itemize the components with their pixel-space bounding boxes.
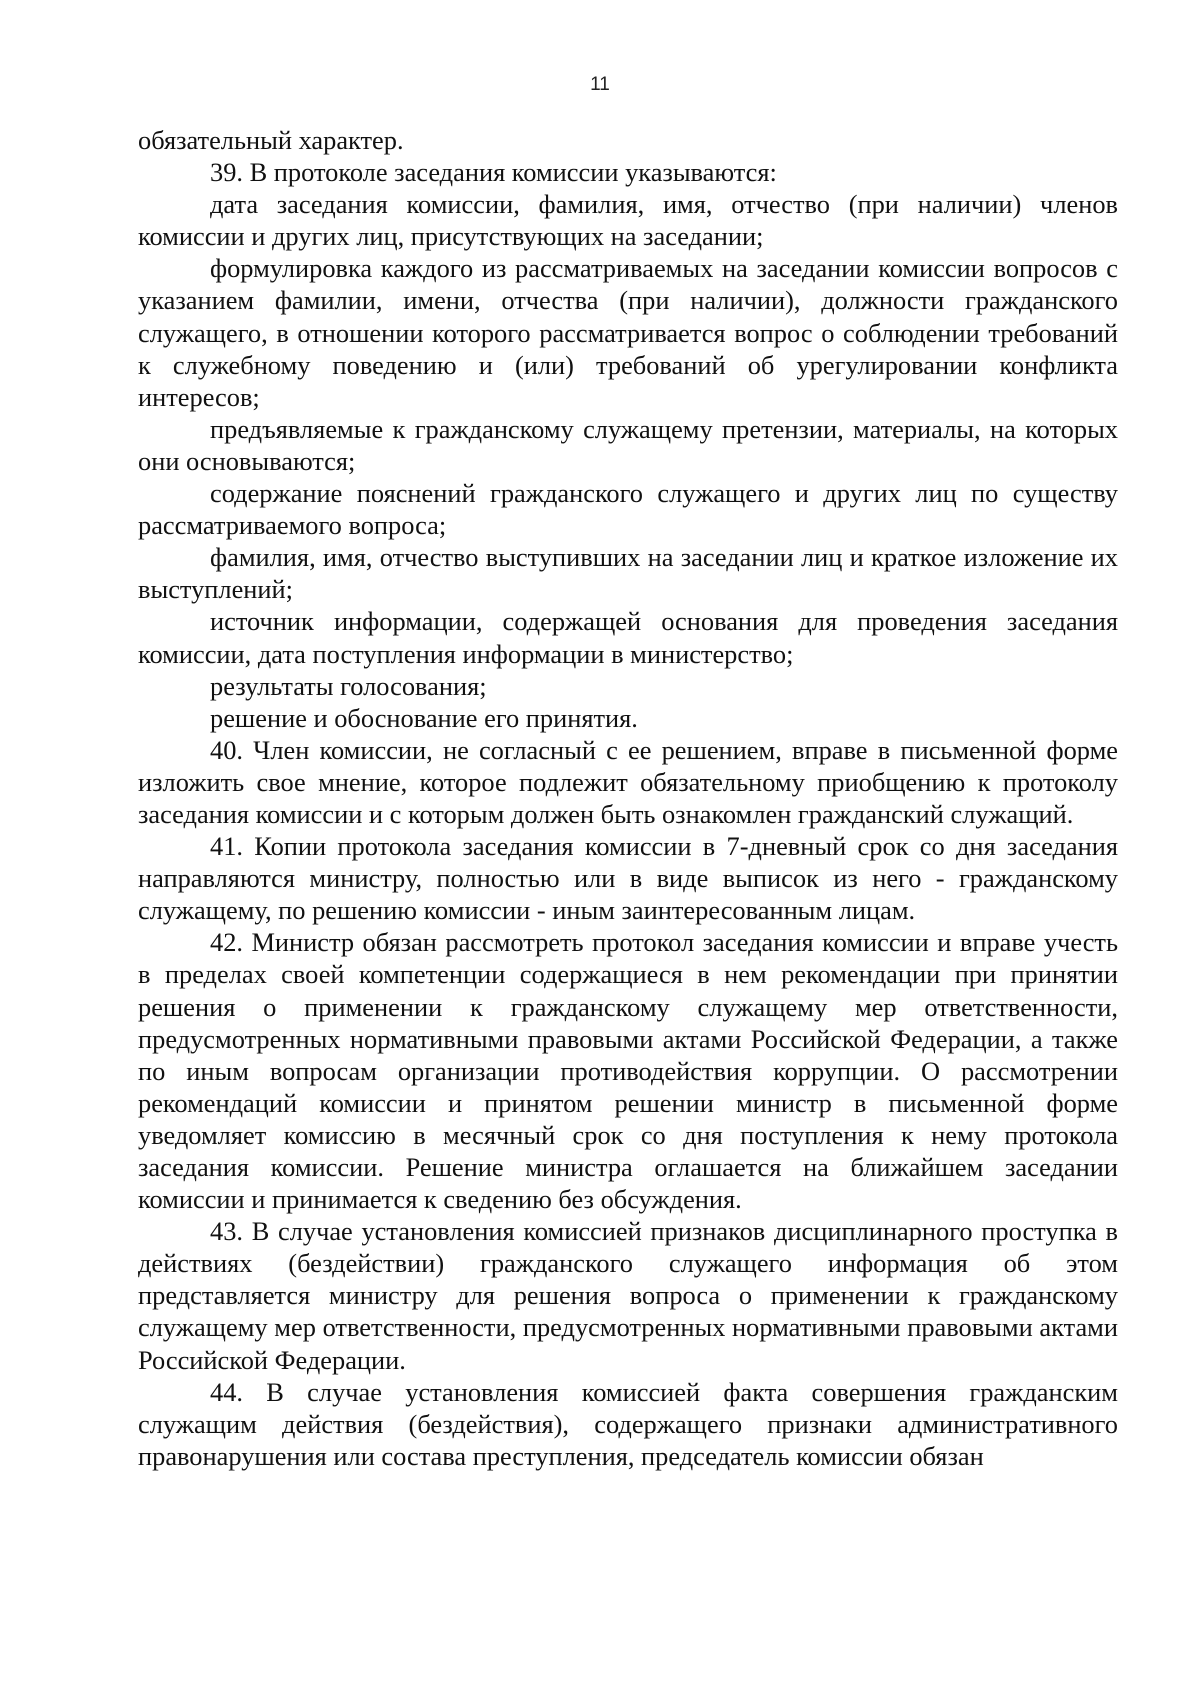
paragraph-claims: предъявляемые к гражданскому служащему претензии, материалы, на которых они основываются; [138, 413, 1118, 476]
paragraph-date-and-members: дата заседания комиссии, фамилия, имя, отчество (при наличии) членов комиссии и других лиц, присутствующих на заседании; [138, 189, 1118, 252]
paragraph-item-39: 39. В протоколе заседания комиссии указываются: [210, 157, 777, 188]
paragraph-continuation: обязательный характер. [138, 125, 404, 155]
paragraph-item-44: 44. В случае установления комиссией факта совершения гражданским служащим действия (бездействия), содержащего признаки административного правонарушения или состава преступления, председатель комиссии обязан [138, 1376, 1118, 1471]
paragraph-voting-results: результаты голосования; [210, 670, 487, 701]
paragraph-question-wording: формулировка каждого из рассматриваемых на заседании комиссии вопросов с указанием фамилии, имени, отчества (при наличии), должности гражданского служащего, в отношении которого рассматривается вопрос о соблюдении требований к служебному поведению и (или) требований об урегулировании конфликта интересов; [138, 253, 1118, 412]
document-body [138, 124, 1118, 1472]
paragraph-speakers: фамилия, имя, отчество выступивших на заседании лиц и краткое изложение их выступлений; [138, 542, 1118, 605]
paragraph-item-40: 40. Член комиссии, не согласный с ее решением, вправе в письменной форме изложить свое мнение, которое подлежит обязательному приобщению к протоколу заседания комиссии и с которым должен быть ознакомлен гражданский служащий. [138, 734, 1118, 829]
paragraph-explanations: содержание пояснений гражданского служащего и других лиц по существу рассматриваемого вопроса; [138, 478, 1118, 541]
paragraph-item-41: 41. Копии протокола заседания комиссии в 7-дневный срок со дня заседания направляются министру, полностью или в виде выписок из него - гражданскому служащему, по решению комиссии - иным заинтересованным лицам. [138, 831, 1118, 926]
paragraph-decision: решение и обоснование его принятия. [210, 702, 638, 733]
paragraph-item-42: 42. Министр обязан рассмотреть протокол заседания комиссии и вправе учесть в пределах своей компетенции содержащиеся в нем рекомендации при принятии решения о применении к гражданскому служащему мер ответственности, предусмотренных нормативными правовыми актами Российской Федерации, а также по иным вопросам организации противодействия коррупции. О рассмотрении рекомендаций комиссии и принятом решении министр в письменной форме уведомляет комиссию в месячный срок со дня поступления к нему протокола заседания комиссии. Решение министра оглашается на ближайшем заседании комиссии и принимается к сведению без обсуждения. [138, 927, 1118, 1215]
paragraph-information-source: источник информации, содержащей основания для проведения заседания комиссии, дата поступления информации в министерство; [138, 606, 1118, 669]
page-number: 11 [590, 74, 610, 95]
paragraph-item-43: 43. В случае установления комиссией признаков дисциплинарного проступка в действиях (бездействии) гражданского служащего информация об этом представляется министру для решения вопроса о применении к гражданскому служащему мер ответственности, предусмотренных нормативными правовыми актами Российской Федерации. [138, 1216, 1118, 1375]
